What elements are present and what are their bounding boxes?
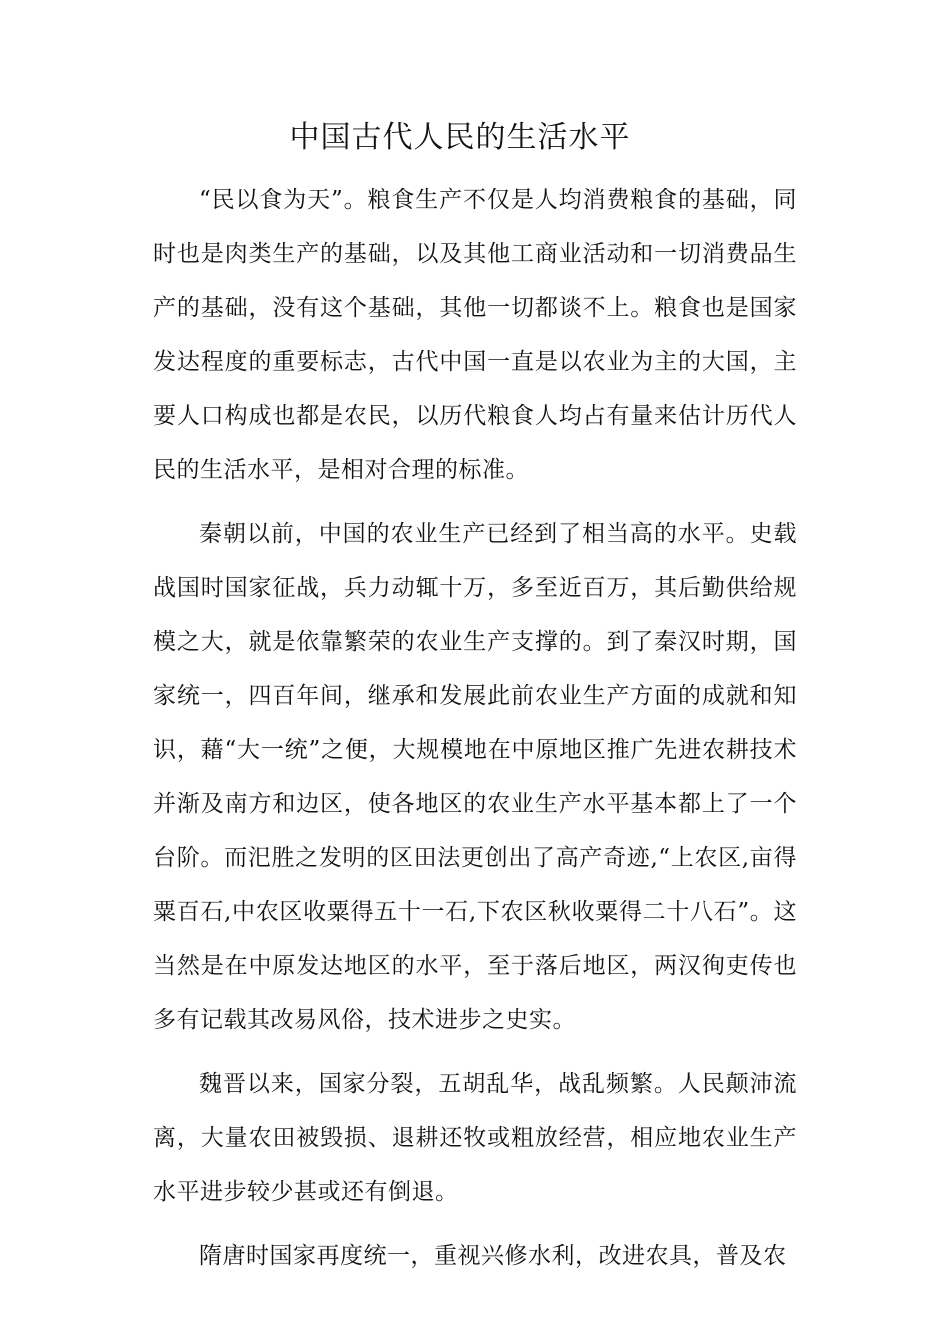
paragraph: “民以食为天”。粮食生产不仅是人均消费粮食的基础，同时也是肉类生产的基础，以及其他工商业活动和一切消费品生产的基础，没有这个基础，其他一切都谈不上。粮食也是国家发达程度的重要标志，古代中国一直是以农业为主的大国，主要人口构成也都是农民，以历代粮食人均占有量来估计历代人民的生活水平，是相对合理的标准。 — [153, 187, 797, 483]
paragraph: 隋唐时国家再度统一，重视兴修水利，改进农具，普及农 — [199, 1243, 787, 1269]
document-body — [153, 173, 797, 1293]
paragraph: 秦朝以前，中国的农业生产已经到了相当高的水平。史载战国时国家征战，兵力动辄十万，多至近百万，其后勤供给规模之大，就是依靠繁荣的农业生产支撑的。到了秦汉时期，国家统一，四百年间，继承和发展此前农业生产方面的成就和知识，藉“大一统”之便，大规模地在中原地区推广先进农耕技术并渐及南方和边区，使各地区的农业生产水平基本都上了一个台阶。而汜胜之发明的区田法更创出了高产奇迹,“上农区,亩得粟百石,中农区收粟得五十一石,下农区秋收粟得二十八石”。这当然是在中原发达地区的水平，至于落后地区，两汉徇吏传也多有记载其改易风俗，技术进步之史实。 — [153, 521, 797, 1033]
paragraph: 魏晋以来，国家分裂，五胡乱华，战乱频繁。人民颠沛流离，大量农田被毁损、退耕还牧或粗放经营，相应地农业生产水平进步较少甚或还有倒退。 — [153, 1071, 797, 1205]
document-title: 中国古代人民的生活水平 — [289, 120, 631, 155]
